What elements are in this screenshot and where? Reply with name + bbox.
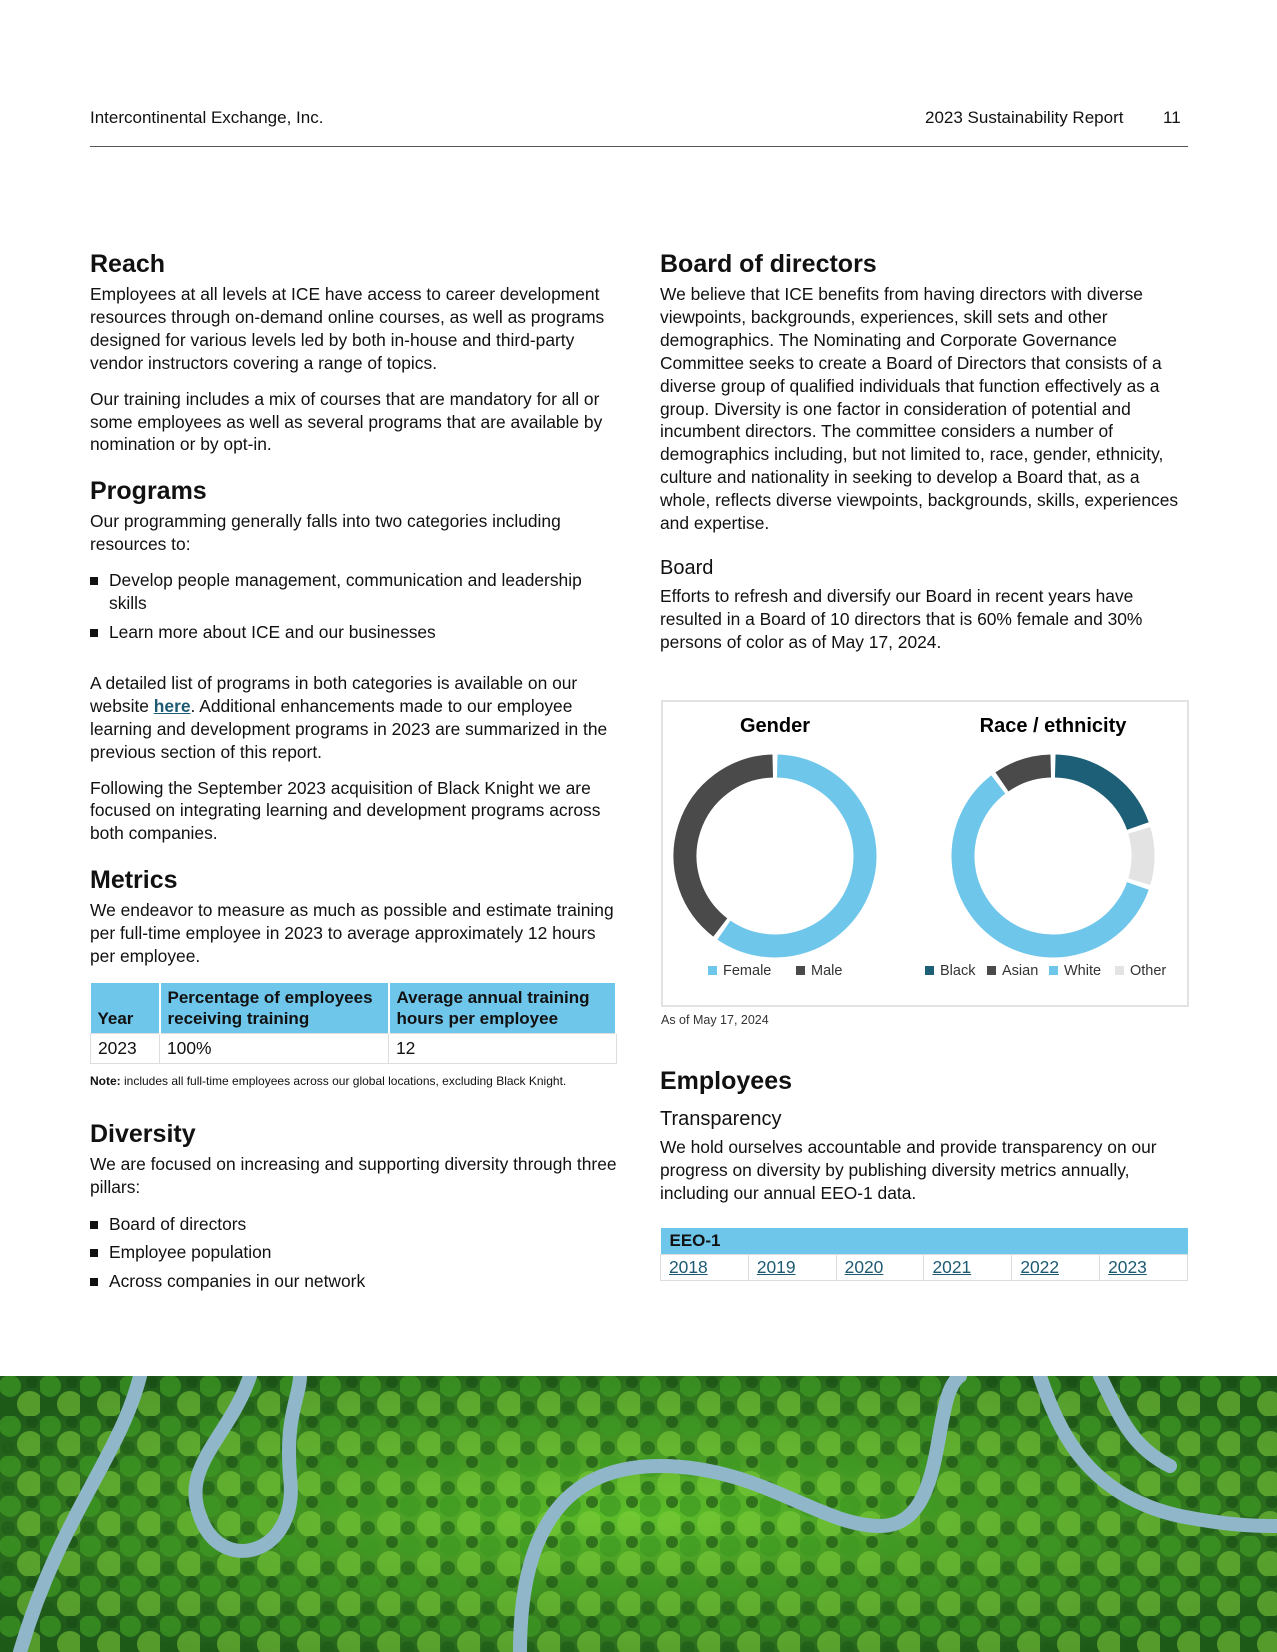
eeo-link-2020[interactable]: 2020 (844, 1257, 884, 1277)
note-text: includes all full-time employees across our global locations, excluding Black Knight. (120, 1073, 567, 1088)
diversity-p1: We are focused on increasing and supporting diversity through three pillars: (90, 1153, 617, 1197)
board-p2: Efforts to refresh and diversify our Board in recent years have resulted in a Board of 10 directors that is 60% female and 30% persons of color as of May 17, 2024. (660, 585, 1143, 652)
cell: 12 (389, 1033, 617, 1063)
programs-p1: Our programming generally falls into two categories including resources to: (90, 511, 561, 555)
report-title: 2023 Sustainability Report (925, 108, 1124, 127)
reach-heading: Reach (90, 250, 166, 278)
legend-label: Asian (1002, 963, 1039, 979)
legend-swatch (1115, 966, 1124, 975)
legend-swatch (1049, 966, 1058, 975)
board-heading: Board of directors (660, 250, 877, 278)
cell (1012, 1255, 1100, 1281)
donut-slice-black (1055, 766, 1138, 826)
list-item: Develop people management, communication and leadership skills (90, 569, 617, 615)
legend-swatch (925, 966, 934, 975)
legend-swatch (987, 966, 996, 975)
cell (1100, 1255, 1188, 1281)
employees-p1: We hold ourselves accountable and provide transparency on our progress on diversity by publishing diversity metrics annually, including our annual EEO-1 data. (660, 1137, 1157, 1203)
note-label: Note: (90, 1073, 121, 1088)
list-item: Learn more about ICE and our businesses (90, 621, 617, 644)
chart-caption: As of May 17, 2024 (661, 1013, 769, 1027)
diversity-charts (661, 700, 1189, 1007)
company-name: Intercontinental Exchange, Inc. (90, 108, 324, 127)
legend-label: Female (723, 963, 772, 979)
here-link[interactable]: here (153, 695, 191, 716)
chart-title: Race / ethnicity (979, 715, 1127, 737)
eeo-link-2022[interactable]: 2022 (1020, 1257, 1059, 1277)
list-item: Employee population (90, 1241, 617, 1264)
header-divider (90, 146, 1188, 147)
programs-p2 (90, 672, 617, 764)
programs-p3: Following the September 2023 acquisition of Black Knight we are focused on integrating learning and development programs across both companies. (90, 777, 601, 844)
employees-heading: Employees (660, 1067, 793, 1095)
left-column (90, 249, 617, 1306)
cell (748, 1255, 836, 1281)
eeo-table (660, 1228, 1188, 1281)
text: A detailed list of programs in both categories is available on our website (90, 672, 578, 716)
col-header: Year (91, 983, 160, 1034)
legend-swatch (796, 966, 805, 975)
diversity-list (90, 1213, 617, 1294)
list-item: Board of directors (90, 1213, 617, 1236)
table-row (91, 1033, 617, 1063)
eeo-title: EEO-1 (661, 1228, 1188, 1255)
cell (924, 1255, 1012, 1281)
board-p1: We believe that ICE benefits from having directors with diverse viewpoints, backgrounds, experiences, skill sets and other demographics. The Nominating and Corporate Governance Committee seeks to create a Board of Directors that consists of a diverse group of qualified individuals that function effectively as a group. Diversity is one factor in consideration of potential and incumbent directors. The committee considers a number of demographics including, but not limited to, race, gender, ethnicity, culture and nationality in seeking to develop a Board that, as a whole, reflects diverse viewpoints, backgrounds, skills, experiences and expertise. (660, 284, 1179, 534)
legend-label: Male (811, 963, 843, 979)
metrics-heading: Metrics (90, 866, 178, 895)
donut-slice-white (963, 785, 1138, 946)
donut-slice-female (724, 766, 865, 946)
diversity-heading: Diversity (90, 1119, 196, 1148)
right-column (660, 249, 1188, 667)
list-item: Across companies in our network (90, 1270, 617, 1293)
eeo-link-2023[interactable]: 2023 (1108, 1257, 1147, 1277)
programs-heading: Programs (90, 477, 207, 506)
donut-charts-svg (663, 702, 1187, 1005)
metrics-p1: We endeavor to measure as much as possible and estimate training per full-time employee in 2023 to average approximately 12 hours per employee. (90, 900, 614, 967)
eeo-link-2021[interactable]: 2021 (932, 1257, 972, 1277)
reach-p2: Our training includes a mix of courses that are mandatory for all or some employees as well as several programs that are available by nomination or by opt-in. (90, 388, 603, 455)
cell: 100% (160, 1033, 389, 1063)
donut-slice-male (685, 766, 773, 927)
chart-title: Gender (739, 715, 811, 737)
legend-swatch (708, 966, 717, 975)
training-table (90, 983, 617, 1064)
legend-label: Other (1130, 963, 1167, 979)
donut-slice-other (1139, 830, 1143, 881)
donut-slice-asian (1002, 766, 1051, 782)
eeo-link-2018[interactable]: 2018 (669, 1257, 708, 1277)
cell (836, 1255, 924, 1281)
table-row (661, 1255, 1188, 1281)
legend-label: Black (940, 963, 976, 979)
cell (661, 1255, 749, 1281)
table-note (90, 1070, 617, 1093)
text: . Additional enhancements made to our employee learning and development programs in 2023 are summarized in the previous section of this report. (90, 695, 608, 762)
col-header: Average annual training hours per employee (389, 983, 617, 1034)
page-number: 11 (1163, 108, 1181, 127)
board-subheading: Board (660, 556, 714, 579)
aerial-forest-road-photo (0, 1376, 1277, 1652)
programs-list (90, 569, 617, 644)
col-header: Percentage of employees receiving training (160, 983, 389, 1034)
eeo-link-2019[interactable]: 2019 (756, 1257, 796, 1277)
transparency-subheading: Transparency (660, 1108, 782, 1130)
cell: 2023 (91, 1033, 160, 1063)
employees-section (660, 1066, 1188, 1218)
reach-p1: Employees at all levels at ICE have access to career development resources through on-demand online courses, as well as programs designed for various levels led by both in-house and third-party vendor instructors covering a range of topics. (90, 284, 605, 373)
legend-label: White (1064, 963, 1102, 979)
